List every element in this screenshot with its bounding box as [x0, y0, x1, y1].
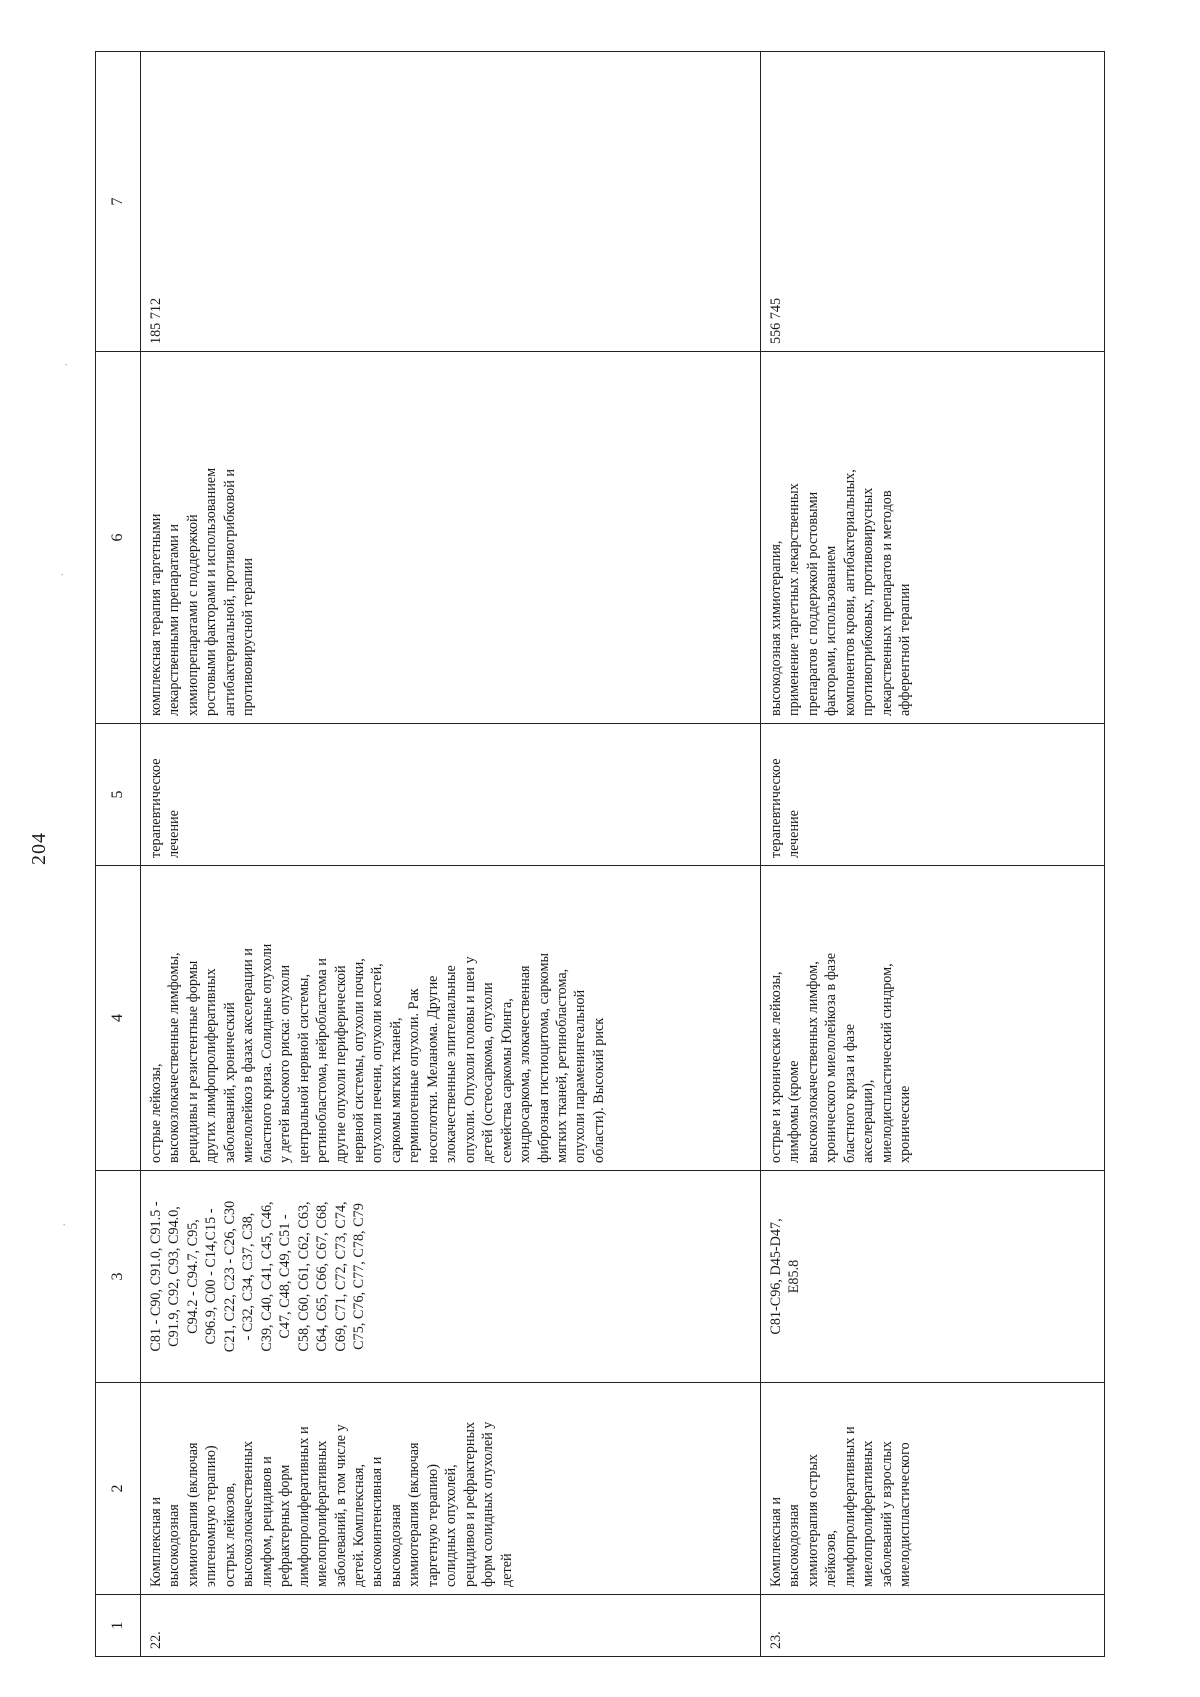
icd-codes-text: C81 - C90, C91.0, C91.5 - C91.9, C92, C93, C94.0, C94.2 - C94.7, C95, C96.9, C00 - C14,C15 - C21, C22, C23 - C26, C30 - C32, C34, C37, C38, C39, C40, C41, C45, C46, C47, C48, C49, C51 - C58, C60, C61, C62, C63, C64, C65, C66, C67, C68, C69, C71, C72, C73, C74, C75, C76, C77, C78, C79	[148, 1200, 367, 1353]
medical-care-table	[95, 51, 1105, 1657]
column-header-2: 2	[96, 1383, 141, 1595]
table-row	[141, 52, 761, 1657]
column-header-1: 1	[96, 1595, 141, 1657]
treatment-type	[761, 724, 1105, 866]
icd-codes	[761, 1171, 1105, 1383]
column-header-6: 6	[96, 352, 141, 724]
cost-value-text: 556 745	[768, 297, 784, 344]
care-type-name	[141, 1383, 761, 1595]
column-header-3: 3	[96, 1171, 141, 1383]
row-number	[141, 1595, 761, 1657]
treatment-type-text: терапевтическое лечение	[148, 758, 183, 858]
treatment-type	[141, 724, 761, 866]
treatment-method	[761, 352, 1105, 724]
scan-speck: ·	[60, 362, 75, 367]
care-type-name	[761, 1383, 1105, 1595]
scan-speck: ·	[56, 572, 71, 577]
patient-model	[761, 866, 1105, 1171]
table-header-row	[96, 52, 141, 1657]
row-number-text: 23.	[768, 1631, 784, 1649]
treatment-method	[141, 352, 761, 724]
patient-model	[141, 866, 761, 1171]
column-header-7: 7	[96, 52, 141, 352]
icd-codes	[141, 1171, 761, 1383]
patient-model-text: острые лейкозы, высокозлокачественные лимфомы, рецидивы и резистентные формы других лимфопролиферативных заболеваний, хронический миелолейкоз в фазах акселерации и бластного криза. Солидные опухоли у детей высокого риска: опухоли центральной нервной системы, ретинобластома, нейробластома и другие опухоли периферической нервной системы, опухоли почки, опухоли печени, опухоли костей, саркомы мягких тканей, герминогенные опухоли. Рак носоглотки. Меланома. Другие злокачественные эпителиальные опухоли. Опухоли головы и шеи у детей (остеосаркома, опухоли семейства саркомы Юинга, хондросаркома, злокачественная фиброзная гистиоцитома, саркомы мягких тканей, ретинобластома, опухоли параменингеальной области). Высокий риск	[148, 943, 607, 1163]
treatment-method-text: комплексная терапия таргетными лекарственными препаратами и химиопрепаратами с поддержкой ростовыми факторами и использованием антибактериальной, противогрибковой и противовирусной терапии	[148, 467, 257, 716]
cost-value	[141, 52, 761, 352]
row-number-text: 22.	[148, 1631, 164, 1649]
patient-model-text: острые и хронические лейкозы, лимфомы (кроме высокозлокачественных лимфом, хронического миелолейкоза в фазе бластного криза и фазе акселерации), миелодиспластический синдром, хронические	[768, 952, 914, 1163]
page-number: 204	[28, 832, 50, 865]
care-type-name-text: Комплексная и высокодозная химиотерапия (включая эпигеномную терапию) острых лейкозов, высокозлокачественных лимфом, рецидивов и рефрактерных форм лимфопролиферативных и миелопролиферативных заболеваний, в том числе у детей. Комплексная, высокоинтенсивная и высокодозная химиотерапия (включая таргетную терапию) солидных опухолей, рецидивов и рефрактерных форм солидных опухолей у детей	[148, 1421, 515, 1587]
row-number	[761, 1595, 1105, 1657]
scan-speck: ·	[58, 1222, 73, 1227]
icd-codes-text: C81-C96, D45-D47, E85.8	[768, 1218, 803, 1335]
treatment-type-text: терапевтическое лечение	[768, 758, 803, 858]
cost-value-text: 185 712	[148, 297, 164, 344]
table-row	[761, 52, 1105, 1657]
cost-value	[761, 52, 1105, 352]
column-header-5: 5	[96, 724, 141, 866]
column-header-4: 4	[96, 866, 141, 1171]
care-type-name-text: Комплексная и высокодозная химиотерапия острых лейкозов, лимфопролиферативных и миелопролиферативных заболеваний у взрослых миелодиспластического	[768, 1426, 914, 1587]
treatment-method-text: высокодозная химиотерапия, применение таргетных лекарственных препаратов с поддержкой ростовыми факторами, использованием компонентов крови, антибактериальных, противогрибковых, противовирусных лекарственных препаратов и методов афферентной терапии	[768, 469, 914, 716]
